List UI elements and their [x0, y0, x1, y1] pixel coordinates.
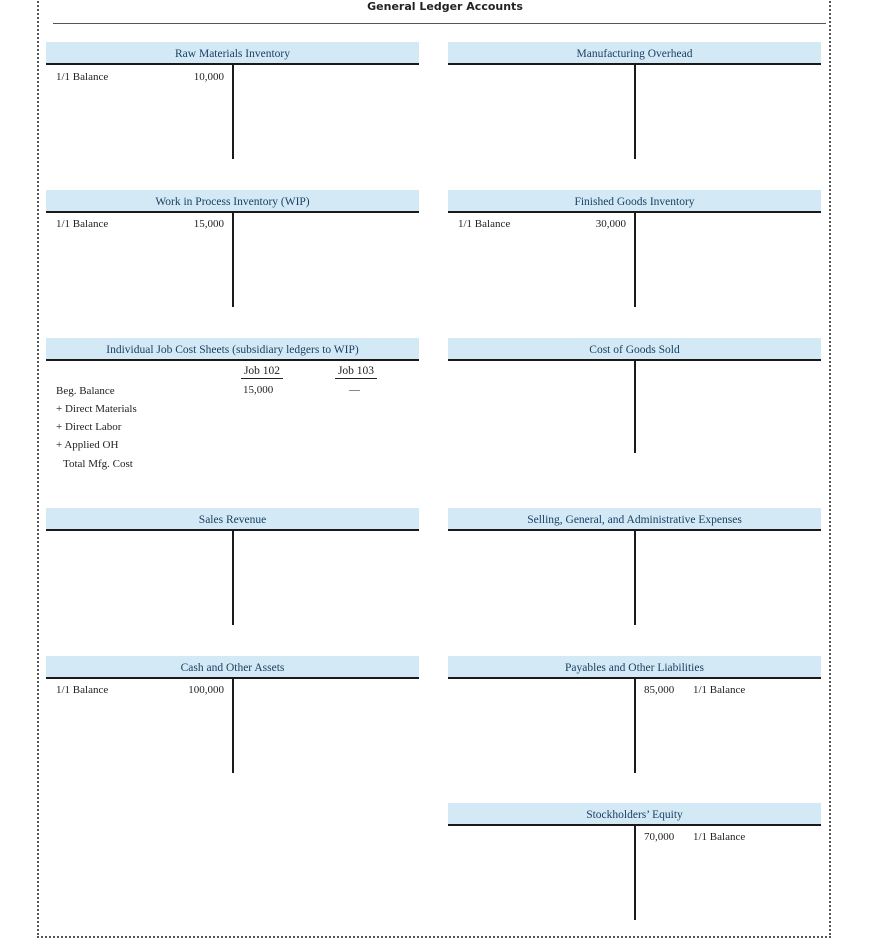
job-cost-sheets — [46, 338, 419, 470]
balance-value: 100,000 — [188, 684, 224, 696]
t-account-manufacturing-overhead — [448, 42, 821, 65]
t-account-divider — [634, 361, 636, 453]
account-title: Individual Job Cost Sheets (subsidiary ledgers to WIP) — [46, 338, 419, 361]
account-title: Raw Materials Inventory — [46, 42, 419, 65]
job-103-header: Job 103 — [335, 365, 377, 379]
account-title: Selling, General, and Administrative Expenses — [448, 508, 821, 531]
account-title: Finished Goods Inventory — [448, 190, 821, 213]
t-account-divider — [634, 826, 636, 920]
t-account-divider — [634, 65, 636, 159]
page-title: General Ledger Accounts — [367, 0, 523, 13]
t-account-divider — [232, 531, 234, 625]
job-102-header: Job 102 — [241, 365, 283, 379]
balance-value: 70,000 — [644, 831, 675, 843]
account-title: Cost of Goods Sold — [448, 338, 821, 361]
job-103-beg-balance: — — [349, 384, 360, 396]
balance-label: 1/1 Balance — [693, 684, 746, 696]
t-account-raw-materials — [46, 42, 419, 83]
row-applied-oh: + Applied OH — [56, 439, 119, 451]
t-account-equity — [448, 803, 821, 843]
t-account-divider — [634, 531, 636, 625]
account-title: Manufacturing Overhead — [448, 42, 821, 65]
account-title: Stockholders’ Equity — [448, 803, 821, 826]
t-account-divider — [232, 213, 234, 307]
job-102-beg-balance: 15,000 — [243, 384, 274, 396]
balance-label: 1/1 Balance — [458, 218, 511, 230]
balance-label: 1/1 Balance — [56, 684, 109, 696]
account-title: Cash and Other Assets — [46, 656, 419, 679]
t-account-finished-goods — [448, 190, 821, 230]
balance-value: 15,000 — [193, 218, 224, 230]
balance-label: 1/1 Balance — [56, 71, 109, 83]
account-title: Sales Revenue — [46, 508, 419, 531]
t-account-payables — [448, 656, 821, 696]
balance-value: 30,000 — [595, 218, 626, 230]
balance-label: 1/1 Balance — [693, 831, 746, 843]
t-account-divider — [634, 213, 636, 307]
row-direct-labor: + Direct Labor — [56, 421, 122, 433]
balance-value: 10,000 — [193, 71, 224, 83]
t-account-cash — [46, 656, 419, 696]
page-frame — [37, 0, 831, 938]
t-account-cogs — [448, 338, 821, 361]
t-account-divider — [232, 679, 234, 773]
account-title: Payables and Other Liabilities — [448, 656, 821, 679]
t-account-divider — [634, 679, 636, 773]
header-divider — [53, 23, 826, 24]
account-title: Work in Process Inventory (WIP) — [46, 190, 419, 213]
row-direct-materials: + Direct Materials — [56, 403, 137, 415]
row-beg-balance: Beg. Balance — [56, 385, 115, 397]
t-account-wip — [46, 190, 419, 230]
row-total-mfg-cost: Total Mfg. Cost — [63, 458, 133, 470]
t-account-divider — [232, 65, 234, 159]
t-account-sales-revenue — [46, 508, 419, 531]
balance-value: 85,000 — [644, 684, 675, 696]
t-account-sga — [448, 508, 821, 531]
balance-label: 1/1 Balance — [56, 218, 109, 230]
